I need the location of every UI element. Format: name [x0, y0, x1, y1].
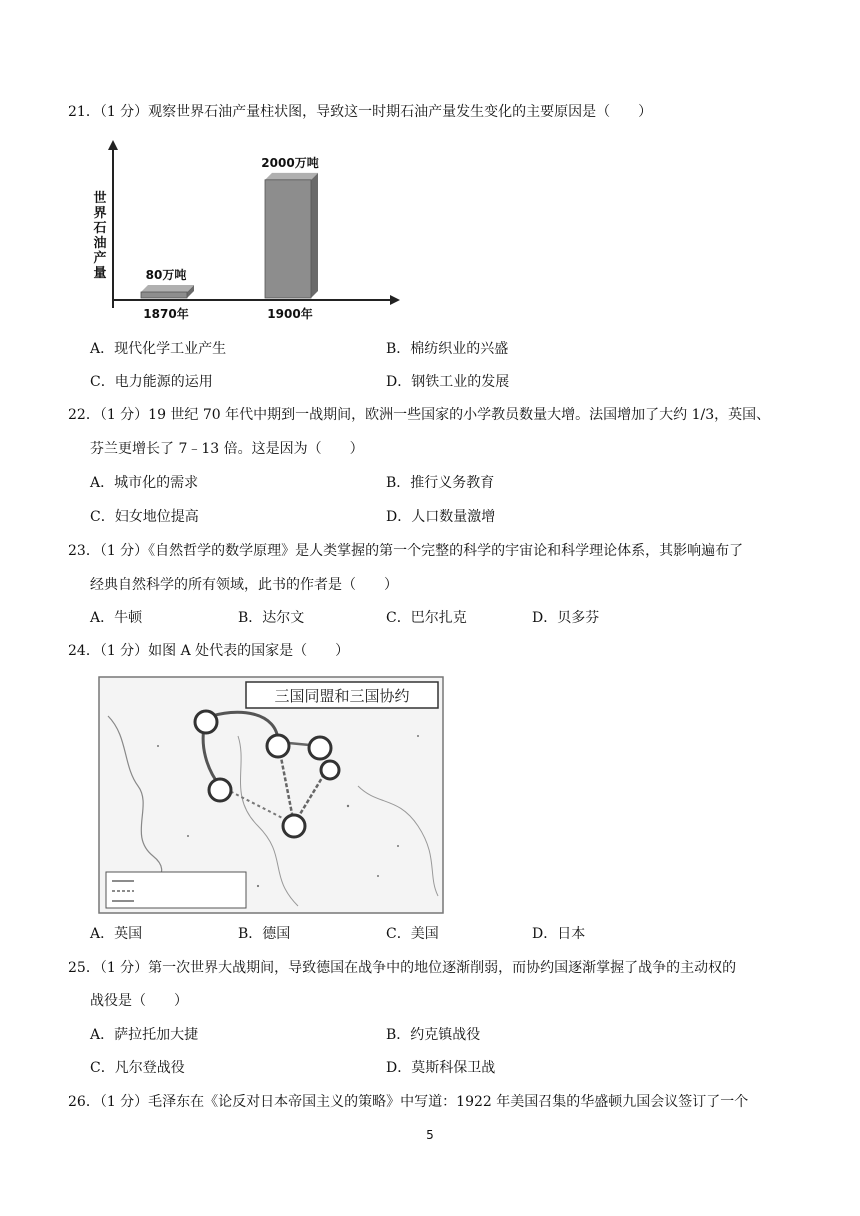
q21-option-b[interactable]: B．棉纺织业的兴盛: [386, 341, 509, 357]
alliance-map: [98, 676, 444, 914]
bar-0: [141, 292, 187, 298]
question-23-stem-line-2: 经典自然科学的所有领域，此书的作者是（ ）: [90, 577, 398, 593]
q25-option-c[interactable]: C．凡尔登战役: [90, 1060, 185, 1076]
q24-option-b[interactable]: B．德国: [238, 926, 291, 942]
bar-top-1: [265, 173, 318, 180]
country-marker-fr: [209, 779, 231, 801]
country-marker-a: [267, 735, 289, 757]
q22-option-a[interactable]: A．城市化的需求: [90, 475, 199, 491]
map-title: 三国同盟和三国协约: [274, 687, 410, 705]
bar-side-1: [311, 173, 318, 298]
category-label-1900: 1900年: [267, 307, 313, 321]
q25-option-b[interactable]: B．约克镇战役: [386, 1027, 481, 1043]
q22-option-b[interactable]: B．推行义务教育: [386, 475, 495, 491]
map-legend-box: [106, 872, 246, 908]
q23-option-c[interactable]: C．巴尔扎克: [386, 610, 467, 626]
country-marker-de: [309, 737, 331, 759]
question-22-stem-line-1: 22．（1 分）19 世纪 70 年代中期到一战期间，欧洲一些国家的小学教员数量大增。法国增加了大约 1/3，英国、: [68, 407, 771, 423]
q24-option-a[interactable]: A．英国: [90, 926, 143, 942]
x-axis-arrow: [390, 295, 400, 305]
speckle: [377, 875, 379, 877]
q24-option-d[interactable]: D．日本: [532, 926, 586, 942]
y-axis-arrow: [108, 140, 118, 150]
q25-option-d[interactable]: D．莫斯科保卫战: [386, 1060, 496, 1076]
question-26-stem: 26．（1 分）毛泽东在《论反对日本帝国主义的策略》中写道：1922 年美国召集的华盛顿九国会议签订了一个: [68, 1094, 749, 1110]
q22-option-d[interactable]: D．人口数量激增: [386, 509, 496, 525]
bar-1: [265, 180, 311, 298]
question-25-stem-line-1: 25．（1 分）第一次世界大战期间，导致德国在战争中的地位逐渐削弱，而协约国逐渐掌握了战争的主动权的: [68, 960, 737, 976]
country-marker-b: [195, 711, 217, 733]
question-22-stem-line-2: 芬兰更增长了 7﹣13 倍。这是因为（ ）: [90, 441, 364, 457]
speckle: [187, 835, 189, 837]
question-21-stem: 21．（1 分）观察世界石油产量柱状图，导致这一时期石油产量发生变化的主要原因是（ ）: [68, 104, 653, 120]
speckle: [257, 885, 259, 887]
bar-top-0: [141, 285, 194, 292]
category-label-1870: 1870年: [143, 307, 189, 321]
question-24-stem: 24．（1 分）如图 A 处代表的国家是（ ）: [68, 643, 350, 659]
speckle: [417, 735, 419, 737]
q22-option-c[interactable]: C．妇女地位提高: [90, 509, 199, 525]
q21-option-c[interactable]: C．电力能源的运用: [90, 374, 213, 390]
question-25-stem-line-2: 战役是（ ）: [90, 993, 188, 1009]
country-marker-ah: [321, 761, 339, 779]
country-marker-it: [283, 815, 305, 837]
q23-option-b[interactable]: B．达尔文: [238, 610, 305, 626]
question-23-stem-line-1: 23．（1 分）《自然哲学的数学原理》是人类掌握的第一个完整的科学的宇宙论和科学理论体系，其影响遍布了: [68, 543, 744, 559]
y-axis-label: 世界石油产量: [93, 191, 107, 281]
speckle: [157, 745, 159, 747]
speckle: [397, 845, 399, 847]
data-label-1900: 2000万吨: [261, 155, 319, 170]
speckle: [347, 805, 349, 807]
q23-option-a[interactable]: A．牛顿: [90, 610, 143, 626]
q21-option-d[interactable]: D．钢铁工业的发展: [386, 374, 510, 390]
q21-option-a[interactable]: A．现代化学工业产生: [90, 341, 227, 357]
oil-production-bar-chart: [86, 138, 406, 322]
page-number: 5: [426, 1128, 434, 1142]
q24-option-c[interactable]: C．美国: [386, 926, 439, 942]
data-label-1870: 80万吨: [145, 268, 187, 282]
q23-option-d[interactable]: D．贝多芬: [532, 610, 600, 626]
q25-option-a[interactable]: A．萨拉托加大捷: [90, 1027, 199, 1043]
